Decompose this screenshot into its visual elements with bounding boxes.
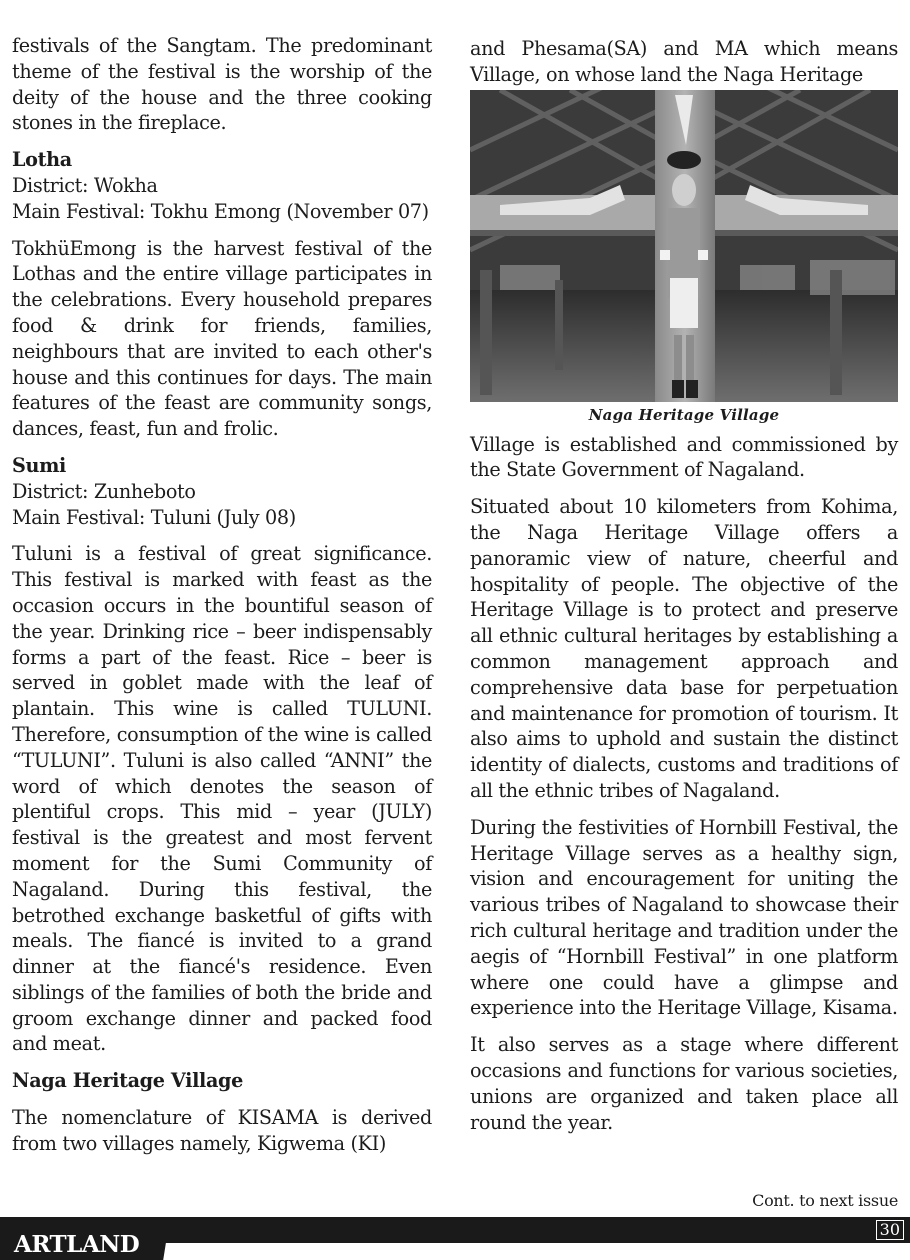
lotha-paragraph: TokhüEmong is the harvest festival of the Lothas and the entire village participates in the celebrations. Every household prepares food & drink for friends, families, neighbours that are invited to each other's house and this continues for days. The main features of the feast are community songs, dances, feast, fun and frolic.: [12, 236, 432, 441]
magazine-brand: ARTLAND: [14, 1231, 140, 1258]
heritage-paragraph: Situated about 10 kilometers from Kohima, the Naga Heritage Village offers a panoramic view of nature, cheerful and hospitality of people. The objective of the Heritage Village is to protect and preserve all ethnic cultural heritages by establishing a common management approach and comprehensive data base for perpetuation and maintenance for promotion of tourism. It also aims to uphold and sustain the distinct identity of dialects, customs and traditions of all the ethnic tribes of Nagaland.: [470, 495, 898, 802]
sumi-main-festival: Main Festival: Tuluni (July 08): [12, 505, 296, 529]
lotha-heading: Lotha: [12, 148, 72, 172]
sumi-heading: Sumi: [12, 453, 66, 477]
lotha-main-festival: Main Festival: Tokhu Emong (November 07): [12, 199, 429, 223]
lotha-section: [12, 147, 432, 224]
page-number: 30: [876, 1220, 904, 1240]
heritage-paragraph-continued: and Phesama(SA) and MA which means Village, on whose land the Naga Heritage: [470, 37, 898, 86]
photo-caption: Naga Heritage Village: [588, 405, 780, 424]
heritage-village-photo: [470, 90, 898, 402]
left-column: [12, 33, 432, 1168]
continuation-note: Cont. to next issue: [752, 1191, 898, 1210]
sumi-district: District: Zunheboto: [12, 479, 196, 503]
lotha-district: District: Wokha: [12, 173, 158, 197]
sumi-section: [12, 453, 432, 530]
sumi-paragraph: Tuluni is a festival of great significance. This festival is marked with feast as the occasion occurs in the bountiful season of the year. Drinking rice – beer indispensably forms a part of the feast. Rice – beer is served in goblet made with the leaf of plantain. This wine is called TULUNI. Therefore, consumption of the wine is called “TULUNI”. Tuluni is also called “ANNI” the word of which denotes the season of plentiful crops. This mid – year (JULY) festival is the greatest and most fervent moment for the Sumi Community of Nagaland. During this festival, the betrothed exchange basketful of gifts with meals. The fiancé is invited to a grand dinner at the fiancé's residence. Even siblings of the families of both the bride and groom exchange dinner and packed food and meat.: [12, 542, 432, 1056]
heritage-paragraph: During the festivities of Hornbill Festival, the Heritage Village serves as a healthy sign, vision and encouragement for uniting the various tribes of Nagaland to showcase their rich cultural heritage and tradition under the aegis of “Hornbill Festival” in one platform where one could have a glimpse and experience into the Heritage Village, Kisama.: [470, 815, 898, 1020]
heritage-paragraph-start: The nomenclature of KISAMA is derived from two villages namely, Kigwema (KI): [12, 1106, 432, 1155]
heritage-paragraph-continued-2: Village is established and commissioned by the State Government of Nagaland.: [470, 432, 898, 482]
right-column: [470, 36, 898, 1146]
intro-paragraph: festivals of the Sangtam. The predominant theme of the festival is the worship of the deity of the house and the three cooking stones in the fireplace.: [12, 34, 432, 135]
heritage-paragraph: It also serves as a stage where different occasions and functions for various societies, unions are organized and taken place all round the year.: [470, 1033, 898, 1134]
photo-illustration: [470, 90, 898, 402]
heritage-heading: Naga Heritage Village: [12, 1069, 243, 1093]
